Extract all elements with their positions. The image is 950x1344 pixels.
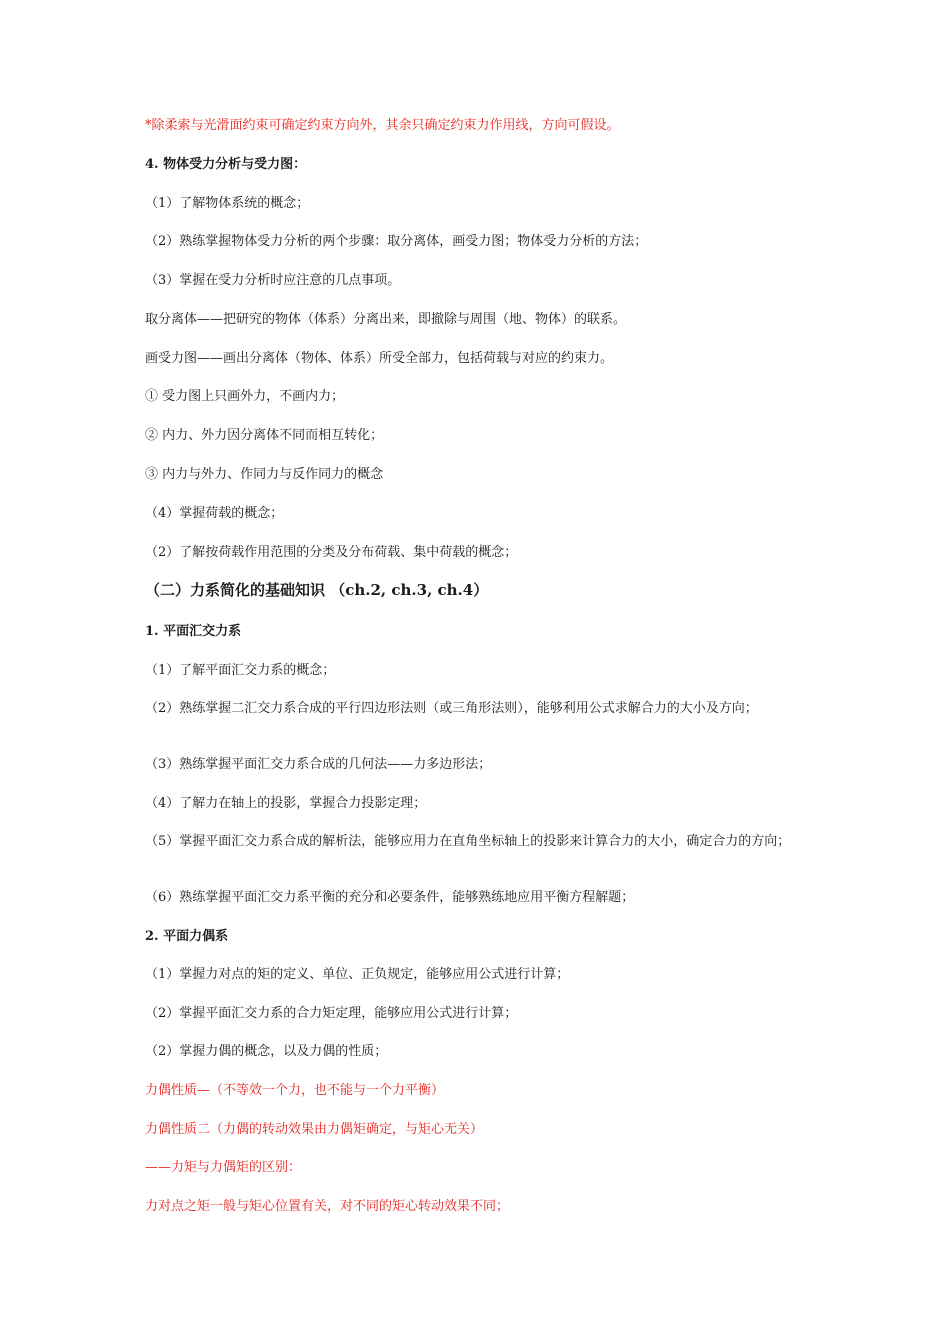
list-item: （3）熟练掌握平面汇交力系合成的几何法——力多边形法； <box>145 757 492 772</box>
list-item: （2）掌握力偶的概念，以及力偶的性质； <box>145 1044 388 1059</box>
moment-vs-couple-heading: ——力矩与力偶矩的区别： <box>145 1160 302 1175</box>
list-item: （2）掌握平面汇交力系的合力矩定理，能够应用公式进行计算； <box>145 1006 518 1021</box>
paragraph: 取分离体——把研究的物体（体系）分离出来，即撤除与周围（地、物体）的联系。 <box>145 312 627 327</box>
list-item: （2）熟练掌握二汇交力系合成的平行四边形法则（或三角形法则），能够利用公式求解合力的大小及方向； <box>145 701 758 716</box>
couple-property-two: 力偶性质二（力偶的转动效果由力偶矩确定，与矩心无关） <box>145 1122 484 1137</box>
list-item: （6）熟练掌握平面汇交力系平衡的充分和必要条件，能够熟练地应用平衡方程解题； <box>145 890 635 905</box>
section-heading-force-analysis: 4. 物体受力分析与受力图： <box>145 157 307 172</box>
list-item: （2）了解按荷载作用范围的分类及分布荷载、集中荷载的概念； <box>145 545 518 560</box>
section-heading-couple-systems: 2. 平面力偶系 <box>145 929 229 944</box>
list-item: （1）掌握力对点的矩的定义、单位、正负规定，能够应用公式进行计算； <box>145 967 570 982</box>
paragraph: 画受力图——画出分离体（物体、体系）所受全部力，包括荷载与对应的约束力。 <box>145 351 614 366</box>
moment-note: 力对点之矩一般与矩心位置有关，对不同的矩心转动效果不同； <box>145 1199 510 1214</box>
section-heading-concurrent-forces: 1. 平面汇交力系 <box>145 624 242 639</box>
list-item: （2）熟练掌握物体受力分析的两个步骤：取分离体，画受力图；物体受力分析的方法； <box>145 234 648 249</box>
list-item: （5）掌握平面汇交力系合成的解析法，能够应用力在直角坐标轴上的投影来计算合力的大小，确定合力的方向； <box>145 834 791 849</box>
chapter-heading-force-systems: （二）力系简化的基础知识 （ch.2, ch.3, ch.4） <box>145 581 489 599</box>
list-item: ① 受力图上只画外力，不画内力； <box>145 389 345 404</box>
list-item: （3）掌握在受力分析时应注意的几点事项。 <box>145 273 401 288</box>
couple-property-one: 力偶性质—（不等效一个力，也不能与一个力平衡） <box>145 1083 445 1098</box>
list-item: （1）了解物体系统的概念； <box>145 196 310 211</box>
list-item: ③ 内力与外力、作同力与反作同力的概念 <box>145 467 384 482</box>
note-constraint-direction: *除柔索与光滑面约束可确定约束方向外，其余只确定约束力作用线，方向可假设。 <box>145 118 620 133</box>
list-item: （4）了解力在轴上的投影，掌握合力投影定理； <box>145 796 427 811</box>
list-item: （4）掌握荷载的概念； <box>145 506 284 521</box>
list-item: ② 内力、外力因分离体不同而相互转化； <box>145 428 384 443</box>
list-item: （1）了解平面汇交力系的概念； <box>145 663 336 678</box>
